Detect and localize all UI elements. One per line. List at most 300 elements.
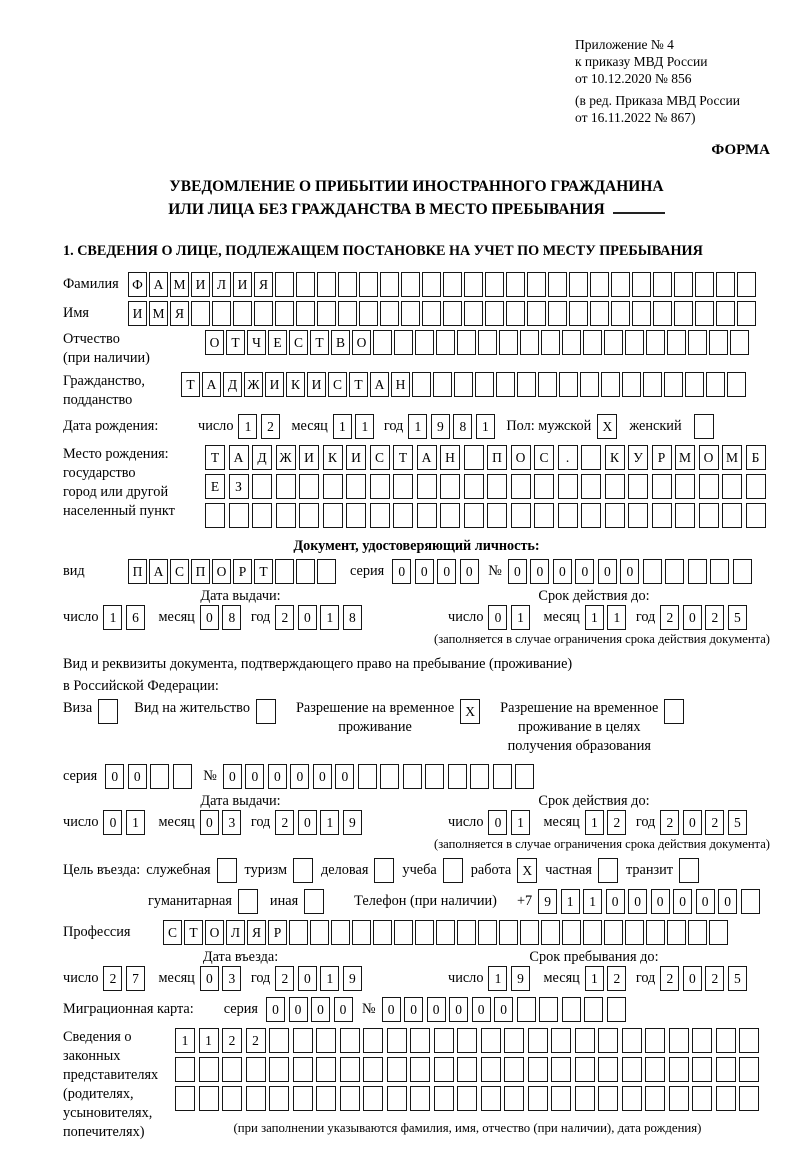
- char-cell[interactable]: [653, 272, 672, 297]
- char-cell[interactable]: [387, 1086, 407, 1111]
- char-cell[interactable]: М: [170, 272, 189, 297]
- official-checkbox[interactable]: [217, 858, 237, 883]
- char-cell[interactable]: [520, 330, 539, 355]
- char-cell[interactable]: [528, 1028, 548, 1053]
- char-cell[interactable]: Т: [184, 920, 203, 945]
- char-cell[interactable]: 0: [494, 997, 513, 1022]
- char-cell[interactable]: [269, 1028, 289, 1053]
- char-cell[interactable]: [625, 330, 644, 355]
- char-cell[interactable]: [575, 1028, 595, 1053]
- char-cell[interactable]: [632, 301, 651, 326]
- char-cell[interactable]: [173, 764, 192, 789]
- char-cell[interactable]: Т: [349, 372, 368, 397]
- char-cell[interactable]: [457, 1057, 477, 1082]
- char-cell[interactable]: Т: [205, 445, 225, 470]
- char-cell[interactable]: [669, 1057, 689, 1082]
- char-cell[interactable]: [517, 997, 536, 1022]
- char-cell[interactable]: 2: [103, 966, 122, 991]
- char-cell[interactable]: [417, 503, 437, 528]
- char-cell[interactable]: 0: [200, 605, 219, 630]
- char-cell[interactable]: [393, 474, 413, 499]
- char-cell[interactable]: [727, 372, 746, 397]
- char-cell[interactable]: [487, 474, 507, 499]
- char-cell[interactable]: 1: [126, 810, 145, 835]
- char-cell[interactable]: [504, 1028, 524, 1053]
- char-cell[interactable]: 0: [472, 997, 491, 1022]
- char-cell[interactable]: А: [149, 559, 168, 584]
- char-cell[interactable]: [645, 1028, 665, 1053]
- char-cell[interactable]: 1: [408, 414, 427, 439]
- char-cell[interactable]: [511, 503, 531, 528]
- char-cell[interactable]: [464, 474, 484, 499]
- char-cell[interactable]: [499, 920, 518, 945]
- char-cell[interactable]: [520, 920, 539, 945]
- char-cell[interactable]: [580, 372, 599, 397]
- char-cell[interactable]: 9: [511, 966, 530, 991]
- temp-residence-checkbox[interactable]: X: [460, 699, 480, 724]
- char-cell[interactable]: [401, 272, 420, 297]
- char-cell[interactable]: Н: [440, 445, 460, 470]
- char-cell[interactable]: 5: [728, 966, 747, 991]
- char-cell[interactable]: [293, 1086, 313, 1111]
- char-cell[interactable]: 0: [103, 810, 122, 835]
- char-cell[interactable]: [605, 503, 625, 528]
- char-cell[interactable]: А: [202, 372, 221, 397]
- char-cell[interactable]: [363, 1086, 383, 1111]
- char-cell[interactable]: П: [191, 559, 210, 584]
- char-cell[interactable]: [539, 997, 558, 1022]
- char-cell[interactable]: [499, 330, 518, 355]
- char-cell[interactable]: Т: [181, 372, 200, 397]
- private-checkbox[interactable]: [598, 858, 618, 883]
- char-cell[interactable]: А: [149, 272, 168, 297]
- char-cell[interactable]: [646, 920, 665, 945]
- char-cell[interactable]: [412, 372, 431, 397]
- study-checkbox[interactable]: [443, 858, 463, 883]
- char-cell[interactable]: [541, 330, 560, 355]
- char-cell[interactable]: [695, 272, 714, 297]
- char-cell[interactable]: [394, 330, 413, 355]
- char-cell[interactable]: [464, 301, 483, 326]
- char-cell[interactable]: [534, 474, 554, 499]
- char-cell[interactable]: [199, 1086, 219, 1111]
- char-cell[interactable]: [706, 372, 725, 397]
- char-cell[interactable]: [410, 1086, 430, 1111]
- char-cell[interactable]: [739, 1057, 759, 1082]
- char-cell[interactable]: [575, 1057, 595, 1082]
- char-cell[interactable]: [387, 1057, 407, 1082]
- char-cell[interactable]: [359, 272, 378, 297]
- visa-checkbox[interactable]: [98, 699, 118, 724]
- char-cell[interactable]: 0: [606, 889, 625, 914]
- char-cell[interactable]: [604, 920, 623, 945]
- char-cell[interactable]: [475, 372, 494, 397]
- char-cell[interactable]: 3: [222, 966, 241, 991]
- char-cell[interactable]: [191, 301, 210, 326]
- char-cell[interactable]: 0: [298, 966, 317, 991]
- char-cell[interactable]: [604, 330, 623, 355]
- char-cell[interactable]: 0: [530, 559, 549, 584]
- char-cell[interactable]: [457, 330, 476, 355]
- char-cell[interactable]: О: [212, 559, 231, 584]
- char-cell[interactable]: 0: [245, 764, 264, 789]
- char-cell[interactable]: [481, 1057, 501, 1082]
- char-cell[interactable]: 0: [427, 997, 446, 1022]
- char-cell[interactable]: И: [299, 445, 319, 470]
- char-cell[interactable]: [733, 559, 752, 584]
- char-cell[interactable]: [478, 920, 497, 945]
- char-cell[interactable]: [470, 764, 489, 789]
- char-cell[interactable]: 0: [313, 764, 332, 789]
- char-cell[interactable]: [739, 1086, 759, 1111]
- char-cell[interactable]: [175, 1086, 195, 1111]
- char-cell[interactable]: [252, 503, 272, 528]
- char-cell[interactable]: [373, 330, 392, 355]
- char-cell[interactable]: 0: [575, 559, 594, 584]
- char-cell[interactable]: [487, 503, 507, 528]
- char-cell[interactable]: [422, 301, 441, 326]
- char-cell[interactable]: [340, 1057, 360, 1082]
- char-cell[interactable]: 0: [718, 889, 737, 914]
- char-cell[interactable]: Т: [254, 559, 273, 584]
- char-cell[interactable]: [622, 1086, 642, 1111]
- char-cell[interactable]: Ч: [247, 330, 266, 355]
- char-cell[interactable]: С: [170, 559, 189, 584]
- char-cell[interactable]: [352, 920, 371, 945]
- char-cell[interactable]: [310, 920, 329, 945]
- char-cell[interactable]: [359, 301, 378, 326]
- char-cell[interactable]: [370, 474, 390, 499]
- char-cell[interactable]: [569, 301, 588, 326]
- char-cell[interactable]: [299, 474, 319, 499]
- char-cell[interactable]: И: [265, 372, 284, 397]
- char-cell[interactable]: О: [699, 445, 719, 470]
- char-cell[interactable]: [454, 372, 473, 397]
- char-cell[interactable]: [506, 301, 525, 326]
- char-cell[interactable]: [222, 1057, 242, 1082]
- char-cell[interactable]: [434, 1028, 454, 1053]
- char-cell[interactable]: [652, 474, 672, 499]
- char-cell[interactable]: [269, 1057, 289, 1082]
- char-cell[interactable]: [415, 920, 434, 945]
- char-cell[interactable]: В: [331, 330, 350, 355]
- char-cell[interactable]: 8: [343, 605, 362, 630]
- char-cell[interactable]: [229, 503, 249, 528]
- char-cell[interactable]: [598, 1028, 618, 1053]
- char-cell[interactable]: [205, 503, 225, 528]
- char-cell[interactable]: [653, 301, 672, 326]
- char-cell[interactable]: [346, 474, 366, 499]
- char-cell[interactable]: [559, 372, 578, 397]
- char-cell[interactable]: И: [128, 301, 147, 326]
- char-cell[interactable]: [628, 503, 648, 528]
- char-cell[interactable]: 8: [453, 414, 472, 439]
- char-cell[interactable]: 0: [392, 559, 411, 584]
- char-cell[interactable]: 2: [222, 1028, 242, 1053]
- char-cell[interactable]: [601, 372, 620, 397]
- female-checkbox[interactable]: [694, 414, 714, 439]
- char-cell[interactable]: С: [370, 445, 390, 470]
- char-cell[interactable]: Л: [212, 272, 231, 297]
- char-cell[interactable]: [296, 559, 315, 584]
- char-cell[interactable]: [581, 503, 601, 528]
- char-cell[interactable]: Е: [205, 474, 225, 499]
- char-cell[interactable]: [688, 920, 707, 945]
- char-cell[interactable]: [583, 920, 602, 945]
- char-cell[interactable]: 2: [607, 810, 626, 835]
- char-cell[interactable]: 0: [290, 764, 309, 789]
- char-cell[interactable]: М: [722, 445, 742, 470]
- char-cell[interactable]: 0: [268, 764, 287, 789]
- char-cell[interactable]: [222, 1086, 242, 1111]
- char-cell[interactable]: 0: [683, 605, 702, 630]
- char-cell[interactable]: [317, 559, 336, 584]
- char-cell[interactable]: 2: [705, 605, 724, 630]
- char-cell[interactable]: Н: [391, 372, 410, 397]
- char-cell[interactable]: 2: [705, 966, 724, 991]
- char-cell[interactable]: [528, 1086, 548, 1111]
- char-cell[interactable]: [436, 330, 455, 355]
- char-cell[interactable]: [562, 330, 581, 355]
- char-cell[interactable]: [233, 301, 252, 326]
- char-cell[interactable]: [517, 372, 536, 397]
- char-cell[interactable]: 6: [126, 605, 145, 630]
- char-cell[interactable]: [669, 1086, 689, 1111]
- char-cell[interactable]: [478, 330, 497, 355]
- char-cell[interactable]: [434, 1086, 454, 1111]
- char-cell[interactable]: [625, 920, 644, 945]
- char-cell[interactable]: [558, 503, 578, 528]
- char-cell[interactable]: О: [511, 445, 531, 470]
- char-cell[interactable]: [645, 1086, 665, 1111]
- char-cell[interactable]: Ж: [244, 372, 263, 397]
- char-cell[interactable]: Д: [252, 445, 272, 470]
- char-cell[interactable]: [643, 559, 662, 584]
- char-cell[interactable]: [632, 272, 651, 297]
- char-cell[interactable]: [746, 503, 766, 528]
- char-cell[interactable]: 5: [728, 605, 747, 630]
- char-cell[interactable]: 1: [103, 605, 122, 630]
- char-cell[interactable]: [551, 1028, 571, 1053]
- char-cell[interactable]: К: [286, 372, 305, 397]
- char-cell[interactable]: [551, 1086, 571, 1111]
- char-cell[interactable]: 2: [275, 605, 294, 630]
- char-cell[interactable]: [541, 920, 560, 945]
- char-cell[interactable]: Р: [268, 920, 287, 945]
- char-cell[interactable]: 0: [553, 559, 572, 584]
- char-cell[interactable]: 1: [199, 1028, 219, 1053]
- char-cell[interactable]: О: [352, 330, 371, 355]
- char-cell[interactable]: О: [205, 920, 224, 945]
- char-cell[interactable]: 2: [275, 966, 294, 991]
- char-cell[interactable]: Т: [393, 445, 413, 470]
- char-cell[interactable]: 0: [223, 764, 242, 789]
- char-cell[interactable]: [252, 474, 272, 499]
- char-cell[interactable]: [527, 272, 546, 297]
- char-cell[interactable]: К: [323, 445, 343, 470]
- other-checkbox[interactable]: [304, 889, 324, 914]
- char-cell[interactable]: 1: [511, 810, 530, 835]
- char-cell[interactable]: [669, 1028, 689, 1053]
- char-cell[interactable]: [692, 1028, 712, 1053]
- char-cell[interactable]: 1: [585, 605, 604, 630]
- char-cell[interactable]: [246, 1086, 266, 1111]
- char-cell[interactable]: [331, 920, 350, 945]
- char-cell[interactable]: 1: [511, 605, 530, 630]
- char-cell[interactable]: [611, 301, 630, 326]
- char-cell[interactable]: [269, 1086, 289, 1111]
- char-cell[interactable]: [584, 997, 603, 1022]
- char-cell[interactable]: И: [346, 445, 366, 470]
- char-cell[interactable]: [548, 272, 567, 297]
- char-cell[interactable]: 2: [607, 966, 626, 991]
- char-cell[interactable]: [440, 503, 460, 528]
- char-cell[interactable]: 0: [696, 889, 715, 914]
- char-cell[interactable]: [688, 559, 707, 584]
- char-cell[interactable]: О: [205, 330, 224, 355]
- char-cell[interactable]: [457, 920, 476, 945]
- char-cell[interactable]: [422, 272, 441, 297]
- char-cell[interactable]: А: [417, 445, 437, 470]
- char-cell[interactable]: [346, 503, 366, 528]
- char-cell[interactable]: [289, 920, 308, 945]
- char-cell[interactable]: [527, 301, 546, 326]
- char-cell[interactable]: [534, 503, 554, 528]
- char-cell[interactable]: [569, 272, 588, 297]
- char-cell[interactable]: 0: [404, 997, 423, 1022]
- char-cell[interactable]: [410, 1057, 430, 1082]
- char-cell[interactable]: 9: [538, 889, 557, 914]
- char-cell[interactable]: [436, 920, 455, 945]
- char-cell[interactable]: [667, 920, 686, 945]
- char-cell[interactable]: [275, 272, 294, 297]
- char-cell[interactable]: [716, 301, 735, 326]
- char-cell[interactable]: [275, 301, 294, 326]
- char-cell[interactable]: 0: [683, 966, 702, 991]
- char-cell[interactable]: 1: [561, 889, 580, 914]
- char-cell[interactable]: 1: [175, 1028, 195, 1053]
- char-cell[interactable]: 0: [488, 810, 507, 835]
- char-cell[interactable]: С: [534, 445, 554, 470]
- char-cell[interactable]: [276, 474, 296, 499]
- char-cell[interactable]: С: [328, 372, 347, 397]
- char-cell[interactable]: 1: [488, 966, 507, 991]
- char-cell[interactable]: [590, 301, 609, 326]
- char-cell[interactable]: Р: [652, 445, 672, 470]
- char-cell[interactable]: [581, 445, 601, 470]
- char-cell[interactable]: [394, 920, 413, 945]
- char-cell[interactable]: [581, 474, 601, 499]
- tourism-checkbox[interactable]: [293, 858, 313, 883]
- char-cell[interactable]: [316, 1028, 336, 1053]
- char-cell[interactable]: 0: [334, 997, 353, 1022]
- humanitarian-checkbox[interactable]: [238, 889, 258, 914]
- char-cell[interactable]: 0: [488, 605, 507, 630]
- char-cell[interactable]: [674, 272, 693, 297]
- char-cell[interactable]: [403, 764, 422, 789]
- char-cell[interactable]: [323, 503, 343, 528]
- char-cell[interactable]: [150, 764, 169, 789]
- char-cell[interactable]: 1: [583, 889, 602, 914]
- char-cell[interactable]: [433, 372, 452, 397]
- char-cell[interactable]: [692, 1057, 712, 1082]
- char-cell[interactable]: [443, 301, 462, 326]
- char-cell[interactable]: 7: [126, 966, 145, 991]
- char-cell[interactable]: [558, 474, 578, 499]
- char-cell[interactable]: [716, 272, 735, 297]
- char-cell[interactable]: 1: [607, 605, 626, 630]
- char-cell[interactable]: П: [487, 445, 507, 470]
- char-cell[interactable]: [316, 1086, 336, 1111]
- char-cell[interactable]: [425, 764, 444, 789]
- char-cell[interactable]: [323, 474, 343, 499]
- char-cell[interactable]: Р: [233, 559, 252, 584]
- char-cell[interactable]: 1: [585, 810, 604, 835]
- char-cell[interactable]: [675, 474, 695, 499]
- char-cell[interactable]: [562, 920, 581, 945]
- char-cell[interactable]: [175, 1057, 195, 1082]
- char-cell[interactable]: 0: [289, 997, 308, 1022]
- char-cell[interactable]: [645, 1057, 665, 1082]
- residence-permit-checkbox[interactable]: [256, 699, 276, 724]
- char-cell[interactable]: М: [675, 445, 695, 470]
- char-cell[interactable]: [611, 272, 630, 297]
- char-cell[interactable]: [699, 474, 719, 499]
- char-cell[interactable]: [674, 301, 693, 326]
- char-cell[interactable]: [293, 1028, 313, 1053]
- char-cell[interactable]: 0: [673, 889, 692, 914]
- char-cell[interactable]: [716, 1086, 736, 1111]
- char-cell[interactable]: [709, 920, 728, 945]
- char-cell[interactable]: [317, 272, 336, 297]
- char-cell[interactable]: [380, 301, 399, 326]
- temp-residence-education-checkbox[interactable]: [664, 699, 684, 724]
- char-cell[interactable]: Ж: [276, 445, 296, 470]
- char-cell[interactable]: З: [229, 474, 249, 499]
- char-cell[interactable]: [387, 1028, 407, 1053]
- char-cell[interactable]: 0: [200, 966, 219, 991]
- char-cell[interactable]: [358, 764, 377, 789]
- char-cell[interactable]: [607, 997, 626, 1022]
- char-cell[interactable]: [338, 272, 357, 297]
- char-cell[interactable]: [434, 1057, 454, 1082]
- char-cell[interactable]: [363, 1028, 383, 1053]
- char-cell[interactable]: [628, 474, 648, 499]
- char-cell[interactable]: 1: [320, 810, 339, 835]
- char-cell[interactable]: С: [289, 330, 308, 355]
- char-cell[interactable]: 1: [320, 966, 339, 991]
- char-cell[interactable]: .: [558, 445, 578, 470]
- char-cell[interactable]: [646, 330, 665, 355]
- char-cell[interactable]: [583, 330, 602, 355]
- char-cell[interactable]: [440, 474, 460, 499]
- char-cell[interactable]: И: [233, 272, 252, 297]
- char-cell[interactable]: 0: [449, 997, 468, 1022]
- char-cell[interactable]: [695, 301, 714, 326]
- char-cell[interactable]: Л: [226, 920, 245, 945]
- char-cell[interactable]: 1: [333, 414, 352, 439]
- char-cell[interactable]: 2: [275, 810, 294, 835]
- char-cell[interactable]: [598, 1057, 618, 1082]
- char-cell[interactable]: 0: [598, 559, 617, 584]
- char-cell[interactable]: [551, 1057, 571, 1082]
- char-cell[interactable]: [393, 503, 413, 528]
- char-cell[interactable]: 0: [382, 997, 401, 1022]
- char-cell[interactable]: [605, 474, 625, 499]
- transit-checkbox[interactable]: [679, 858, 699, 883]
- char-cell[interactable]: [299, 503, 319, 528]
- char-cell[interactable]: 0: [460, 559, 479, 584]
